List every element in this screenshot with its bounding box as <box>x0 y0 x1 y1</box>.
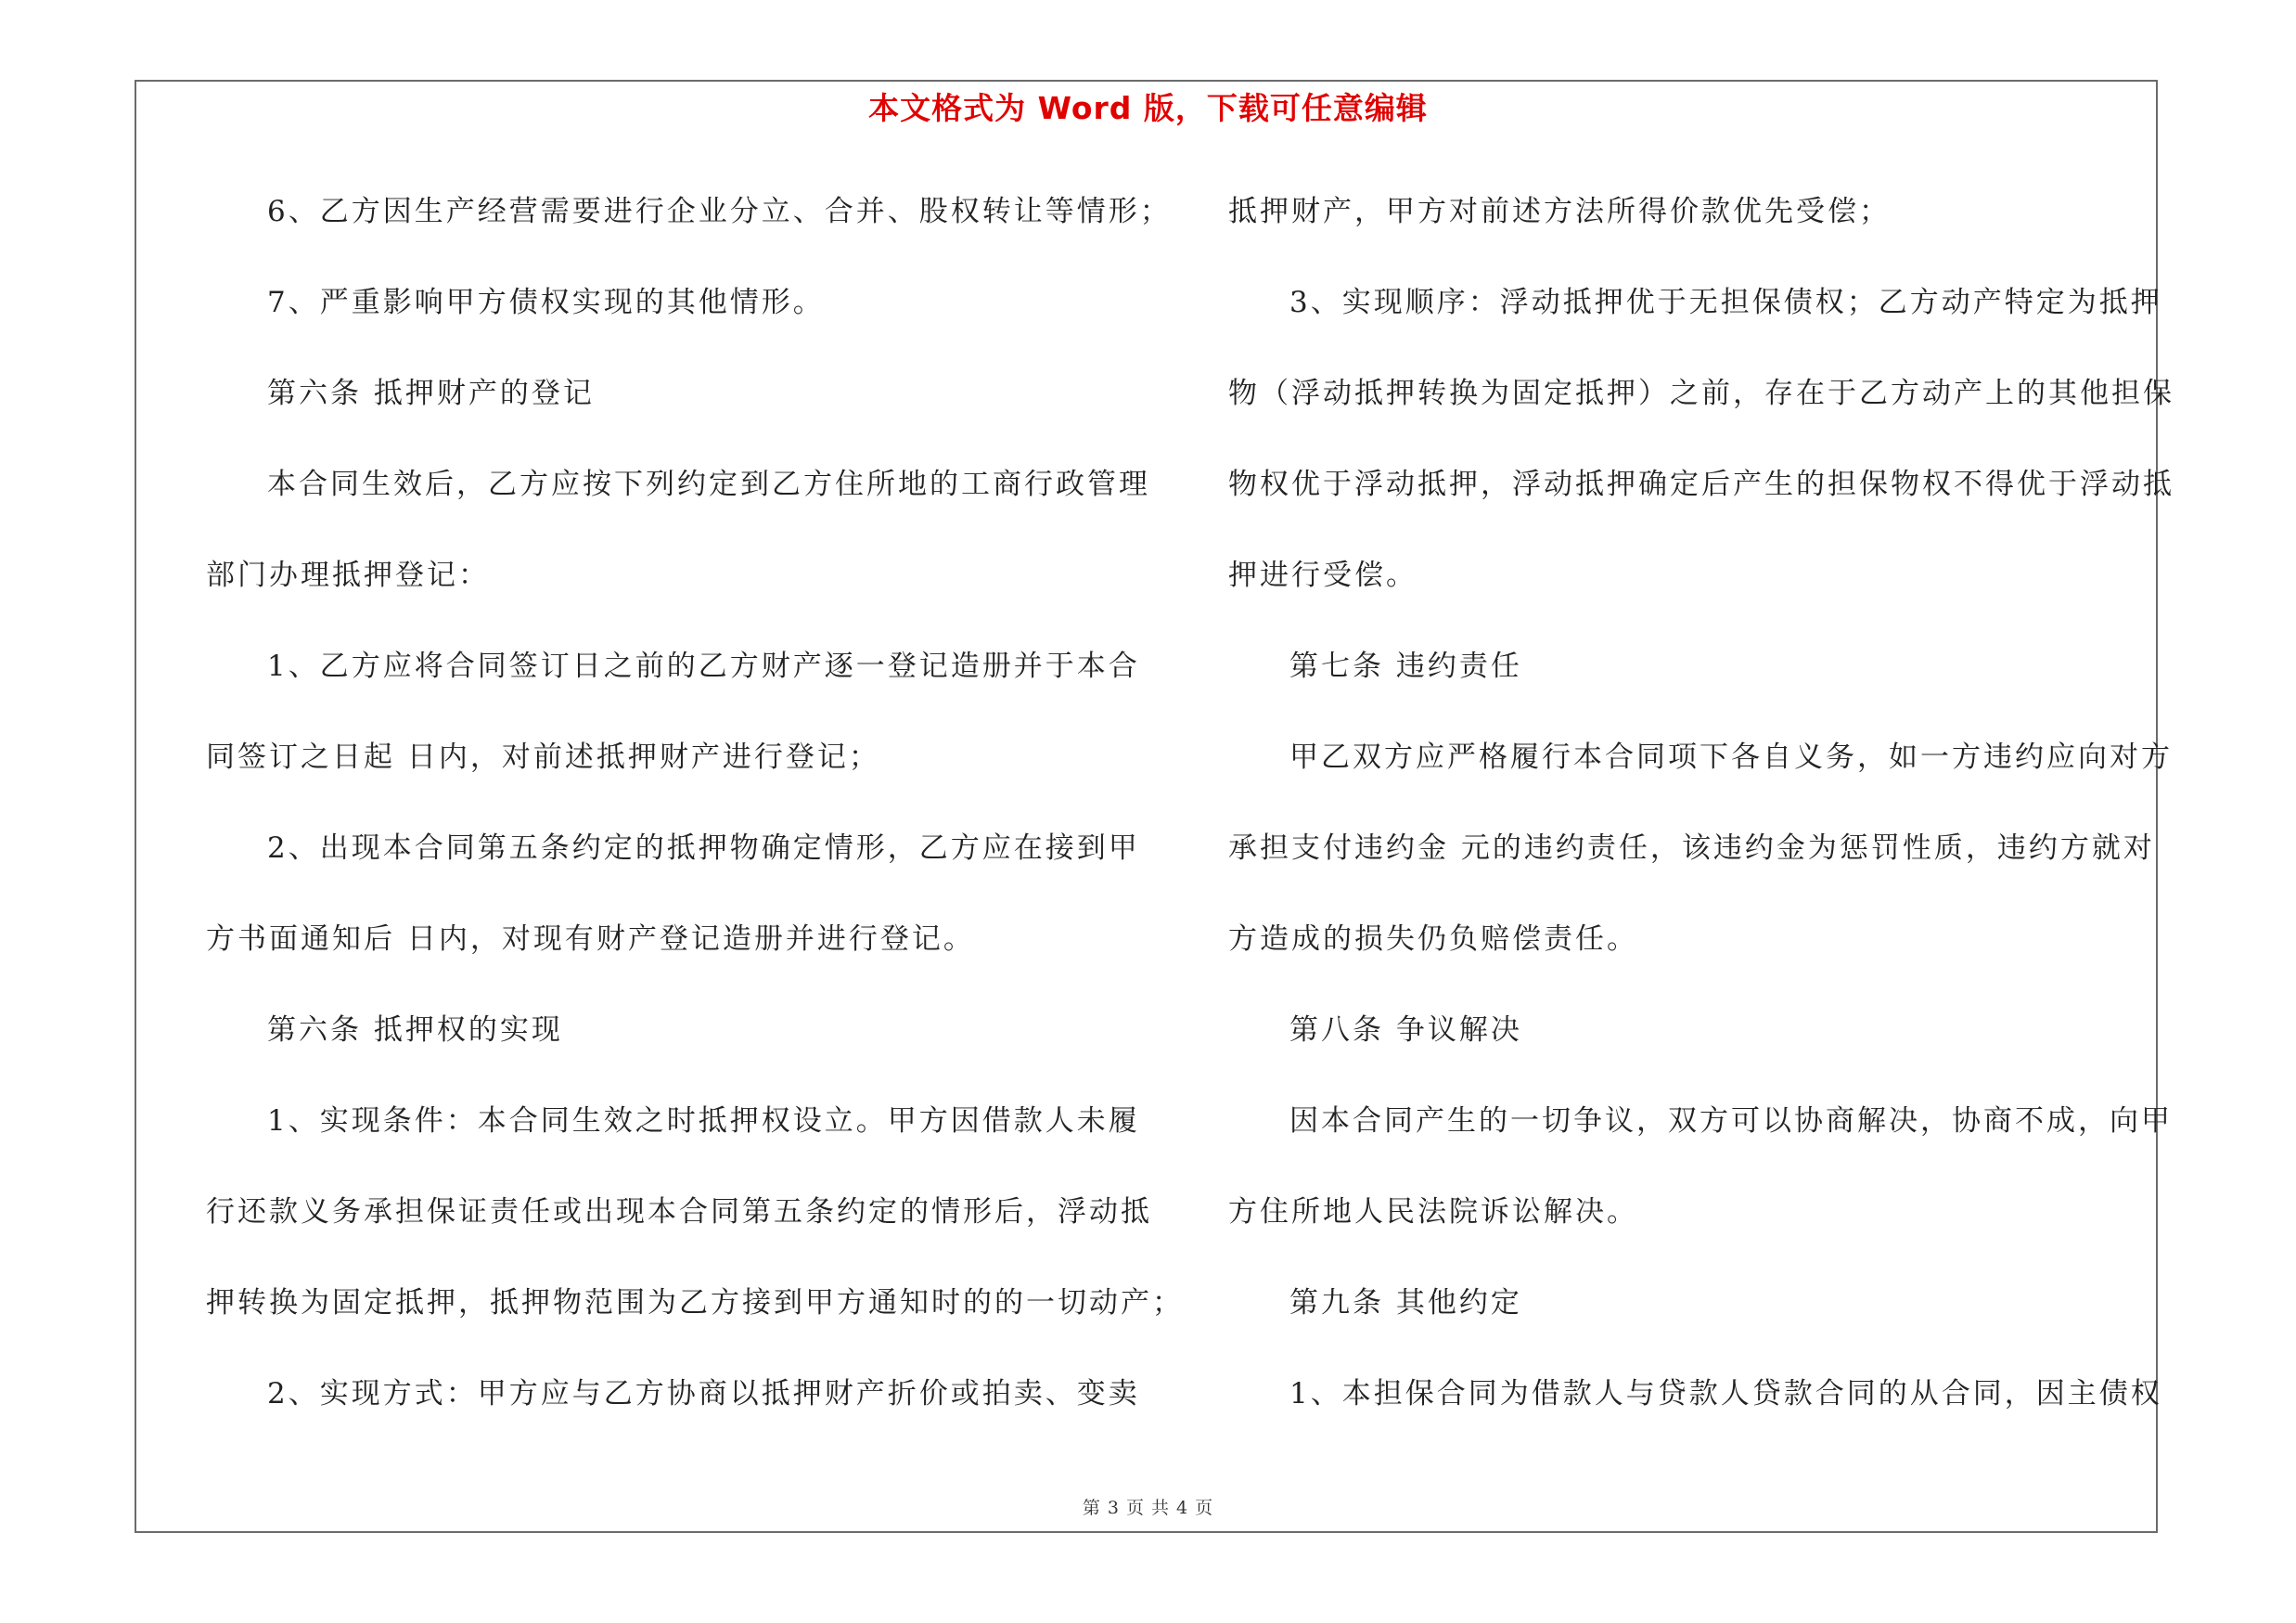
text-line: 3、实现顺序：浮动抵押优于无担保债权；乙方动产特定为抵押 <box>1289 286 2162 319</box>
text-line: 1、乙方应将合同签订日之前的乙方财产逐一登记造册并于本合 <box>267 650 1140 683</box>
text-line: 甲乙双方应严格履行本合同项下各自义务，如一方违约应向对方 <box>1289 741 2173 774</box>
text-line: 1、实现条件：本合同生效之时抵押权设立。甲方因借款人未履 <box>267 1104 1140 1138</box>
word-format-banner: 本文格式为 Word 版，下载可任意编辑 <box>868 90 1428 126</box>
right-column <box>1228 184 2174 1457</box>
text-line: 第九条 其他约定 <box>1289 1286 1522 1320</box>
page-number: 第 3 页 共 4 页 <box>1082 1498 1214 1518</box>
text-line: 第六条 抵押财产的登记 <box>267 377 595 410</box>
text-line: 承担支付违约金 元的违约责任，该违约金为惩罚性质，违约方就对 <box>1228 831 2155 865</box>
text-line: 第八条 争议解决 <box>1289 1013 1522 1047</box>
text-line: 本合同生效后，乙方应按下列约定到乙方住所地的工商行政管理 <box>267 468 1150 501</box>
text-line: 2、实现方式：甲方应与乙方协商以抵押财产折价或拍卖、变卖 <box>267 1377 1140 1410</box>
text-line: 押转换为固定抵押，抵押物范围为乙方接到甲方通知时的的一切动产； <box>206 1286 1184 1320</box>
text-line: 押进行受偿。 <box>1228 559 1417 592</box>
text-line: 行还款义务承担保证责任或出现本合同第五条约定的情形后，浮动抵 <box>206 1195 1152 1229</box>
text-line: 物权优于浮动抵押，浮动抵押确定后产生的担保物权不得优于浮动抵 <box>1228 468 2174 501</box>
text-line: 6、乙方因生产经营需要进行企业分立、合并、股权转让等情形； <box>267 195 1172 228</box>
text-line: 因本合同产生的一切争议，双方可以协商解决，协商不成，向甲 <box>1289 1104 2173 1138</box>
text-line: 第六条 抵押权的实现 <box>267 1013 563 1047</box>
text-line: 方书面通知后 日内，对现有财产登记造册并进行登记。 <box>206 922 975 956</box>
text-line: 抵押财产，甲方对前述方法所得价款优先受偿； <box>1228 195 1891 228</box>
text-line: 7、严重影响甲方债权实现的其他情形。 <box>267 286 825 319</box>
text-line: 第七条 违约责任 <box>1289 650 1522 683</box>
left-column <box>206 184 1184 1457</box>
text-line: 物（浮动抵押转换为固定抵押）之前，存在于乙方动产上的其他担保 <box>1228 377 2174 410</box>
text-line: 1、本担保合同为借款人与贷款人贷款合同的从合同，因主债权 <box>1289 1377 2162 1410</box>
text-line: 方住所地人民法院诉讼解决。 <box>1228 1195 1638 1229</box>
text-line: 同签订之日起 日内，对前述抵押财产进行登记； <box>206 741 880 774</box>
text-line: 部门办理抵押登记： <box>206 559 490 592</box>
text-line: 方造成的损失仍负赔偿责任。 <box>1228 922 1638 956</box>
text-line: 2、出现本合同第五条约定的抵押物确定情形，乙方应在接到甲 <box>267 831 1140 865</box>
